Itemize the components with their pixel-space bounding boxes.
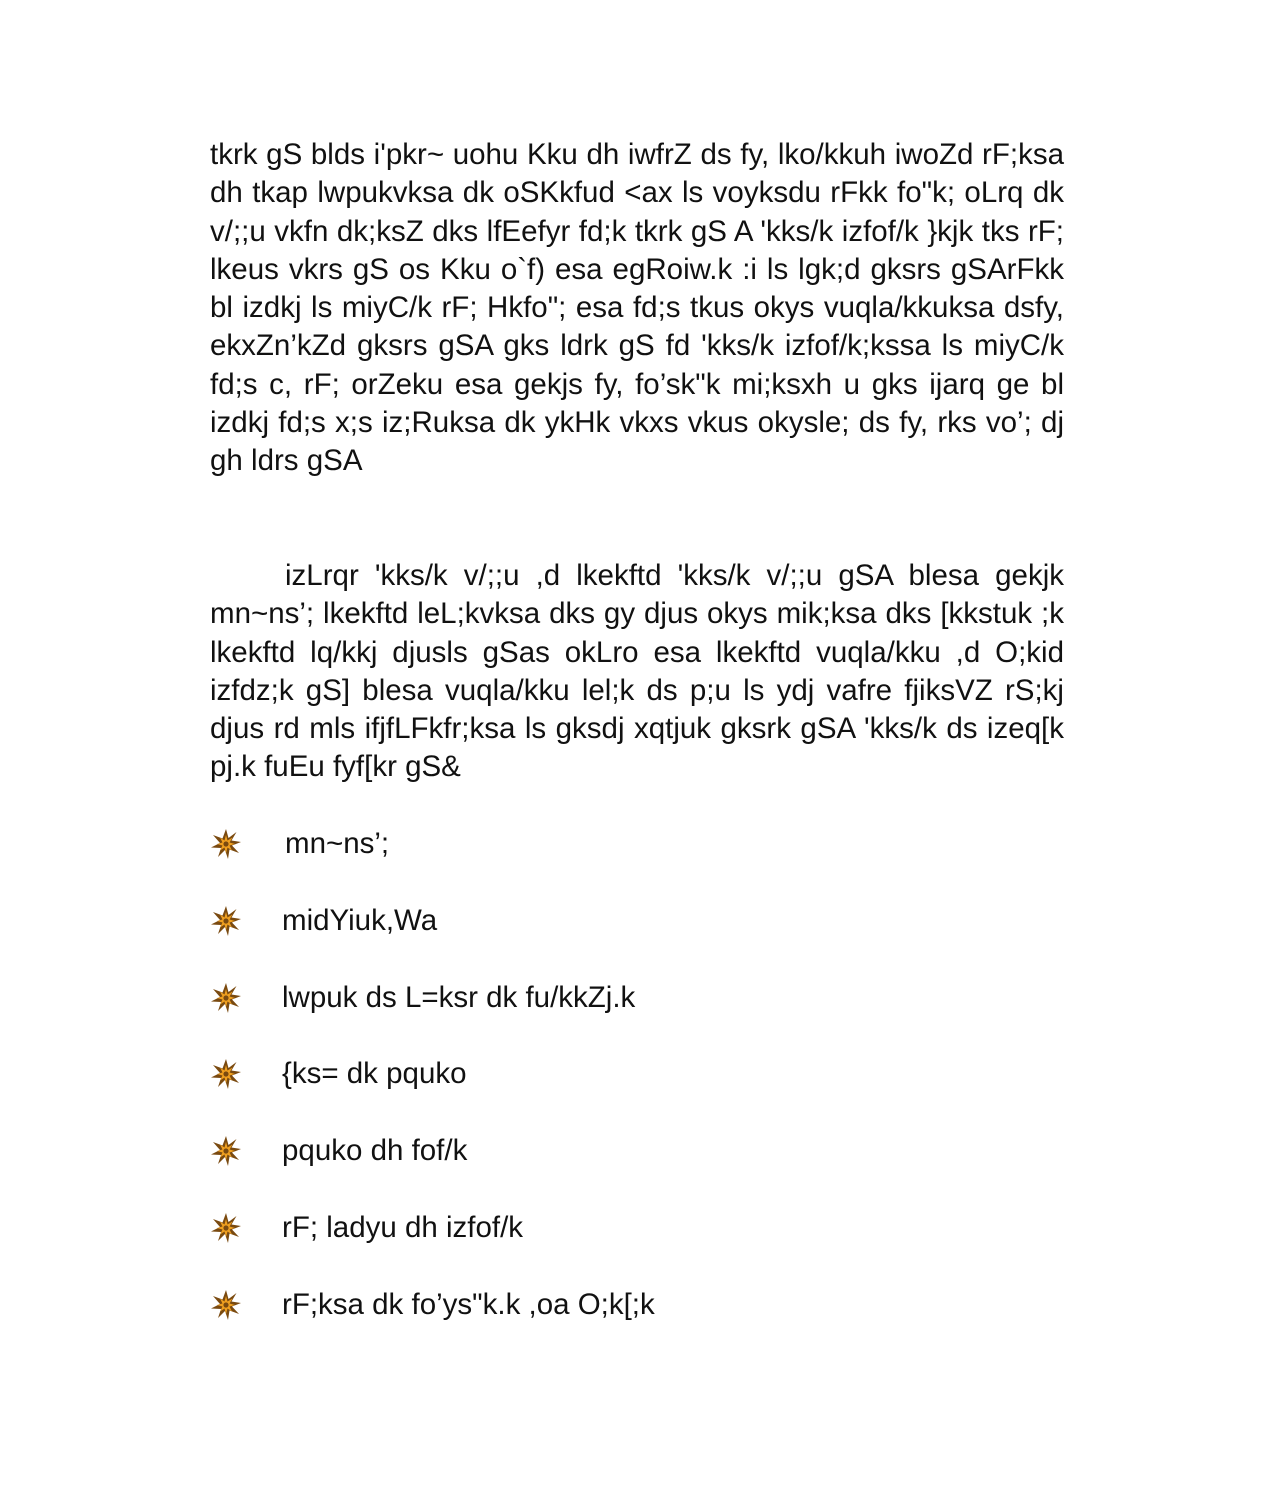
star-burst-bullet-icon <box>210 1058 242 1090</box>
list-item-text: pquko dh fof/k <box>282 1134 468 1168</box>
list-item-text: rF; ladyu dh izfof/k <box>282 1210 524 1244</box>
list-item-text: mn~ns’; <box>285 827 390 860</box>
list-item-text: lwpuk ds L=ksr dk fu/kkZj.k <box>282 980 636 1014</box>
paragraph-1: tkrk gS blds i'pkr~ uohu Kku dh iwfrZ ds fy, lko/kkuh iwoZd rF;ksa dh tkap lwpukvksa dk oSKkfud <ax ls voyksdu rFkk fo"k; oLrq dk v/;;u vkfn dk;ksZ dks lfEefyr fd;k tkrk gS A 'kks/k izfof/k }kjk tks rF; lkeus vkrs gS os Kku o`f) esa egRoiw.k :i ls lgk;d gksrs gSArFkk bl izdkj ls miyC/k rF; Hkfo"; esa fd;s tkus okys vuqla/kkuksa dsfy, ekxZn’kZd gksrs gSA gks ldrk gS fd 'kks/k izfof/k;kssa ls miyC/k fd;s c, rF; orZeku esa gekjs fy, fo’sk"k mi;ksxh u gks ijarq ge bl izdkj fd;s x;s iz;Ruksa dk ykHk vkxs vkus okysle; ds fy, rks vo’; dj gh ldrs gSA <box>210 138 1064 478</box>
list-item <box>210 976 1064 1053</box>
star-burst-bullet-icon <box>210 1135 242 1167</box>
star-burst-bullet-icon <box>210 828 242 860</box>
list-item <box>210 1206 1064 1283</box>
star-burst-bullet-icon <box>210 982 242 1014</box>
list-item <box>210 899 1064 976</box>
star-burst-bullet-icon <box>210 1212 242 1244</box>
bullet-list <box>210 822 1064 1360</box>
star-burst-bullet-icon <box>210 905 242 937</box>
paragraph-2: izLrqr 'kks/k v/;;u ,d lkekftd 'kks/k v/;;u gSA blesa gekjk mn~ns’; lkekftd leL;kvksa dks gy djus okys mik;ksa dks [kkstuk ;k lkekftd lq/kkj djusls gSas okLro esa lkekftd vuqla/kku ,d O;kid izfdz;k gS] blesa vuqla/kku lel;k ds p;u ls ydj vafre fjiksVZ rS;kj djus rd mls ifjfLFkfr;ksa ls gksdj xqtjuk gksrk gSA 'kks/k ds izeq[k pj.k fuEu fyf[kr gS& <box>210 559 1064 784</box>
list-item <box>210 822 1064 899</box>
list-item-text: rF;ksa dk fo’ys"k.k ,oa O;k[;k <box>282 1287 655 1321</box>
list-item <box>210 1129 1064 1206</box>
list-item-text: {ks= dk pquko <box>282 1057 467 1091</box>
list-item <box>210 1283 1064 1360</box>
list-item-text: midYiuk,Wa <box>282 903 438 937</box>
star-burst-bullet-icon <box>210 1289 242 1321</box>
list-item <box>210 1052 1064 1129</box>
